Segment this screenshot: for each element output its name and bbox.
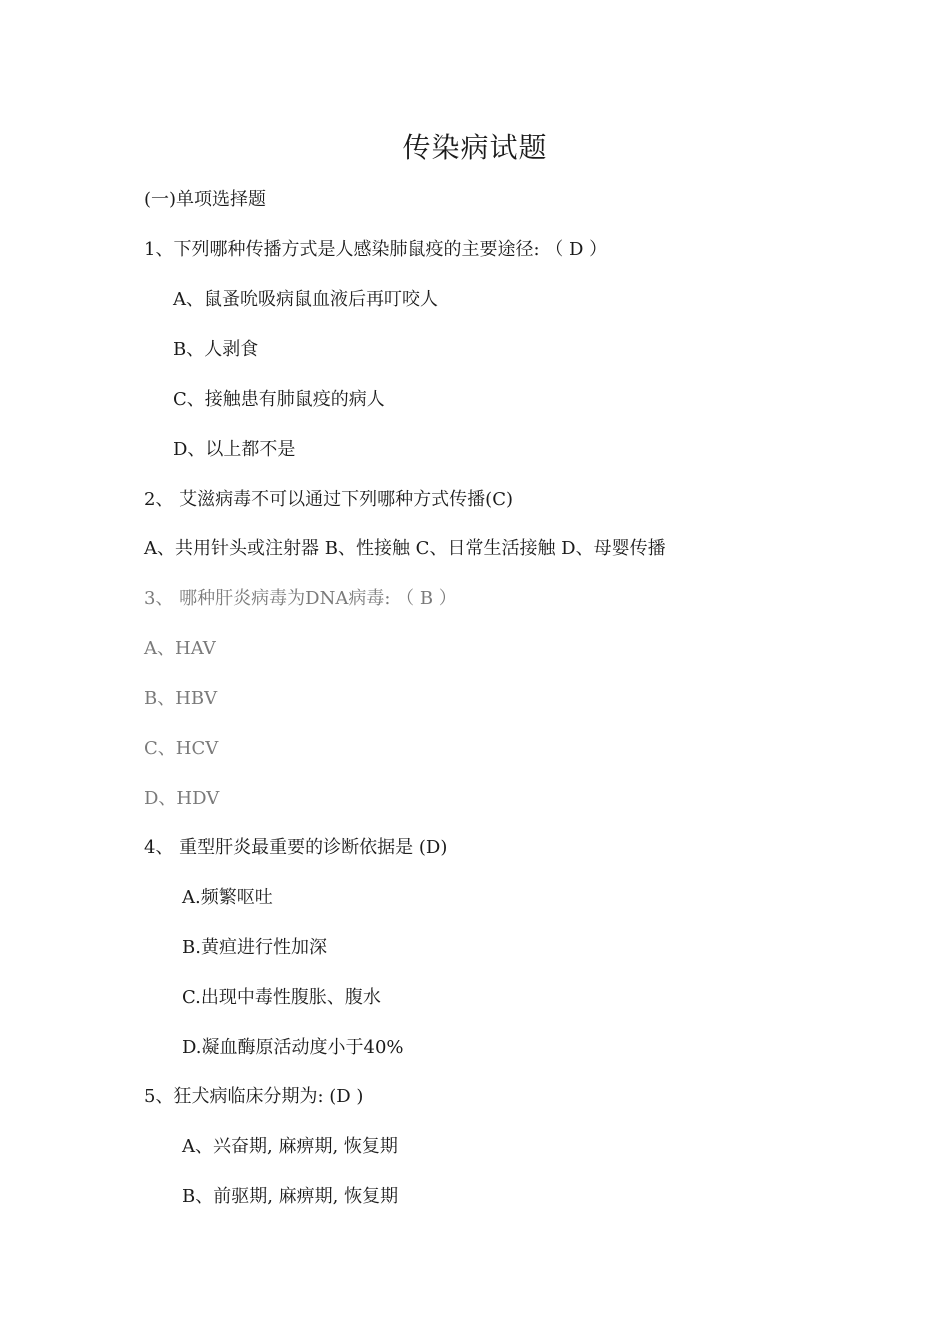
- question-5-stem: 5、狂犬病临床分期为: (D ): [144, 1086, 364, 1107]
- question-4-stem: 4、 重型肝炎最重要的诊断依据是 (D): [144, 837, 448, 858]
- question-5-option-a: A、兴奋期, 麻痹期, 恢复期: [182, 1136, 398, 1157]
- question-3-stem: 3、 哪种肝炎病毒为DNA病毒: （ B ）: [144, 588, 457, 609]
- question-4-option-a: A.频繁呕吐: [182, 887, 273, 908]
- question-3-option-d: D、HDV: [144, 788, 220, 809]
- section-heading: (一)单项选择题: [144, 189, 267, 210]
- question-4-option-c: C.出现中毒性腹胀、腹水: [182, 987, 381, 1008]
- question-1-option-a: A、鼠蚤吮吸病鼠血液后再叮咬人: [173, 289, 438, 310]
- document-title: 传染病试题: [402, 131, 548, 164]
- question-1-option-b: B、人剥食: [173, 339, 259, 360]
- question-3-option-a: A、HAV: [144, 638, 216, 659]
- question-3-option-b: B、HBV: [144, 688, 218, 709]
- question-2-stem: 2、 艾滋病毒不可以通过下列哪种方式传播(C): [144, 489, 513, 510]
- question-3-option-c: C、HCV: [144, 738, 219, 759]
- question-1-option-d: D、以上都不是: [173, 439, 296, 460]
- question-4-option-b: B.黄疸进行性加深: [182, 937, 327, 958]
- question-4-option-d: D.凝血酶原活动度小于40%: [182, 1037, 404, 1058]
- question-5-option-b: B、前驱期, 麻痹期, 恢复期: [182, 1186, 399, 1207]
- question-1-stem: 1、下列哪种传播方式是人感染肺鼠疫的主要途径: （ D ）: [144, 239, 608, 260]
- question-1-option-c: C、接触患有肺鼠疫的病人: [173, 389, 385, 410]
- question-2-options: A、共用针头或注射器 B、性接触 C、日常生活接触 D、母婴传播: [144, 538, 666, 559]
